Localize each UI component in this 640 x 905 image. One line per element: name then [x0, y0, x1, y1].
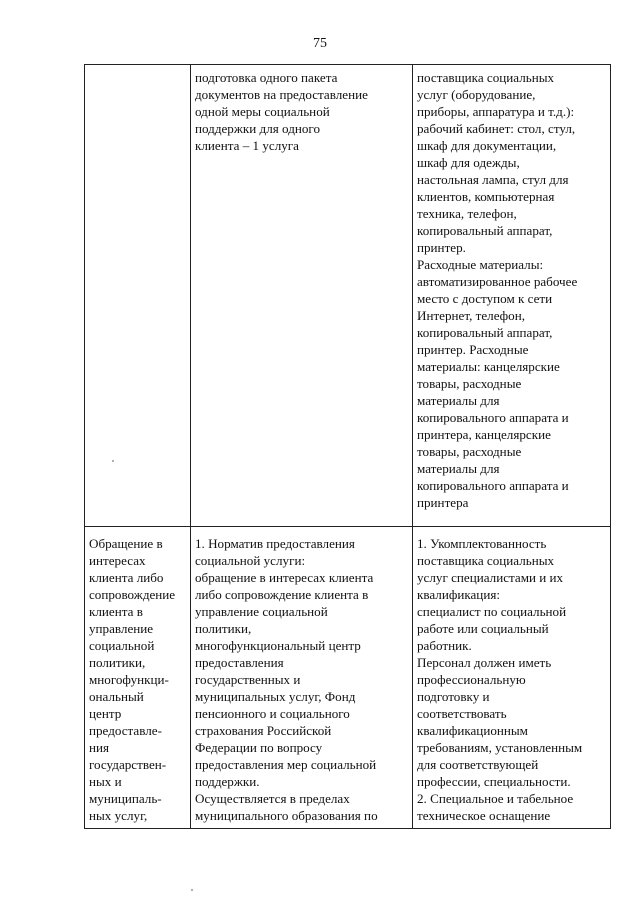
text-line: либо сопровождение клиента в [195, 587, 369, 602]
text-line: квалификационным [417, 723, 528, 738]
cell-equipment [413, 65, 611, 527]
text-line: обращение в интересах клиента [195, 570, 374, 585]
text-line: клиентов, компьютерная [417, 189, 555, 204]
text-line: материалы для [417, 393, 500, 408]
cell-equipment [413, 527, 611, 829]
text-line: для соответствующей [417, 757, 539, 772]
text-line: предоставления [195, 655, 284, 670]
services-table [84, 64, 611, 829]
scan-speck [191, 889, 193, 891]
text-line: приборы, аппаратура и т.д.): [417, 104, 575, 119]
table-row [85, 527, 611, 829]
text-line: материалы: канцелярские [417, 359, 560, 374]
text-line: товары, расходные [417, 376, 522, 391]
text-line: профессии, специальности. [417, 774, 571, 789]
text-line: интересах [89, 553, 146, 568]
text-line: специалист по социальной [417, 604, 567, 619]
text-line: поддержки. [195, 774, 260, 789]
text-line: документов на предоставление [195, 87, 368, 102]
cell-service-name [85, 65, 191, 527]
text-line: 1. Норматив предоставления [195, 536, 355, 551]
text-line: материалы для [417, 461, 500, 476]
text-line: копировальный аппарат, [417, 223, 553, 238]
text-line: Интернет, телефон, [417, 308, 525, 323]
text-line: соответствовать [417, 706, 507, 721]
text-line: предоставления мер социальной [195, 757, 377, 772]
text-line: шкаф для одежды, [417, 155, 520, 170]
text-line: услуг специалистами и их [417, 570, 564, 585]
text-line: копировальный аппарат, [417, 325, 553, 340]
text-line: многофункциональный центр [195, 638, 361, 653]
text-line: настольная лампа, стул для [417, 172, 569, 187]
text-line: муниципального образования по [195, 808, 378, 823]
text-line: государственных и [195, 672, 301, 687]
text-line: принтер. Расходные [417, 342, 529, 357]
text-line: шкаф для документации, [417, 138, 557, 153]
text-line: муниципаль- [89, 791, 162, 806]
text-line: социальной услуги: [195, 553, 306, 568]
text-line: профессиональную [417, 672, 526, 687]
text-line: клиента – 1 услуга [195, 138, 299, 153]
text-line: квалификация: [417, 587, 500, 602]
text-line: 2. Специальное и табельное [417, 791, 574, 806]
text-line: страхования Российской [195, 723, 332, 738]
text-line: услуг (оборудование, [417, 87, 536, 102]
text-line: 1. Укомплектованность [417, 536, 547, 551]
text-line: подготовку и [417, 689, 490, 704]
cell-standard [191, 65, 413, 527]
cell-standard [191, 527, 413, 829]
text-line: управление социальной [195, 604, 328, 619]
text-line: муниципальных услуг, Фонд [195, 689, 356, 704]
text-line: пенсионного и социального [195, 706, 350, 721]
text-line: поддержки для одного [195, 121, 321, 136]
text-line: сопровождение [89, 587, 176, 602]
text-line: клиента в [89, 604, 143, 619]
text-line: автоматизированное рабочее [417, 274, 578, 289]
text-line: поставщика социальных [417, 70, 555, 85]
text-line: ональный [89, 689, 144, 704]
text-line: ных и [89, 774, 122, 789]
text-line: клиента либо [89, 570, 164, 585]
text-line: ных услуг, [89, 808, 148, 823]
text-line: место с доступом к сети [417, 291, 553, 306]
text-line: многофункци- [89, 672, 169, 687]
text-line: принтера [417, 495, 469, 510]
scan-speck [112, 460, 114, 462]
cell-service-name [85, 527, 191, 829]
page-number: 75 [313, 36, 327, 51]
text-line: государствен- [89, 757, 167, 772]
text-line: Федерации по вопросу [195, 740, 323, 755]
text-line: копировального аппарата и [417, 410, 569, 425]
text-line: техническое оснащение [417, 808, 551, 823]
text-line: одной меры социальной [195, 104, 330, 119]
text-line: копировального аппарата и [417, 478, 569, 493]
text-line: подготовка одного пакета [195, 70, 338, 85]
text-line: Обращение в [89, 536, 163, 551]
text-line: Осуществляется в пределах [195, 791, 350, 806]
text-line: предоставле- [89, 723, 162, 738]
text-line: требованиям, установленным [417, 740, 583, 755]
text-line: Расходные материалы: [417, 257, 544, 272]
text-line: политики, [195, 621, 252, 636]
table-row [85, 65, 611, 527]
text-line: поставщика социальных [417, 553, 555, 568]
text-line: ния [89, 740, 110, 755]
text-line: социальной [89, 638, 155, 653]
text-line: принтера, канцелярские [417, 427, 551, 442]
text-line: работе или социальный [417, 621, 549, 636]
text-line: политики, [89, 655, 146, 670]
text-line: центр [89, 706, 122, 721]
text-line: рабочий кабинет: стол, стул, [417, 121, 576, 136]
text-line: техника, телефон, [417, 206, 517, 221]
text-line: принтер. [417, 240, 466, 255]
text-line: Персонал должен иметь [417, 655, 552, 670]
text-line: управление [89, 621, 154, 636]
text-line: работник. [417, 638, 472, 653]
text-line: товары, расходные [417, 444, 522, 459]
